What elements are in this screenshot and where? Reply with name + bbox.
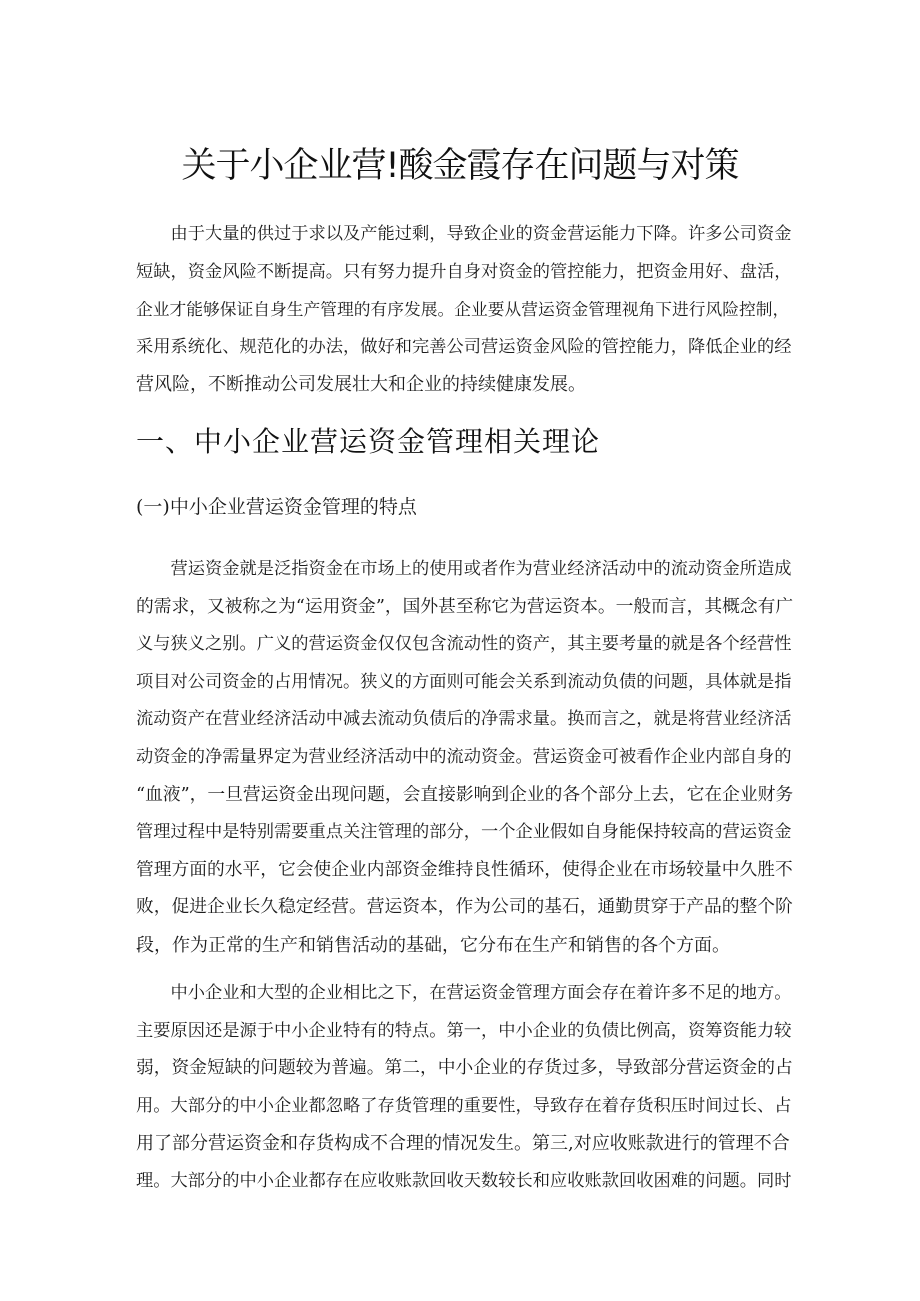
text-line: 主要原因还是源于中小企业特有的特点。第一，中小企业的负债比例高，资筹资能力较 xyxy=(136,1020,792,1041)
text-line: 弱，资金短缺的问题较为普遍。第二，中小企业的存货过多，导致部分营运资金的占 xyxy=(136,1058,793,1079)
text-line: 动资金的净需量界定为营业经济活动中的流动资金。营运资金可被看作企业内部自身的 xyxy=(136,746,792,767)
text-line: 管理过程中是特别需要重点关注管理的部分，一个企业假如自身能保持较高的营运资金 xyxy=(136,822,792,843)
text-line: 短缺，资金风险不断提高。只有努力提升自身对资金的管控能力，把资金用好、盘活， xyxy=(136,261,792,282)
text-line: 义与狭义之别。广义的营运资金仅仅包含流动性的资产，其主要考量的就是各个经营性 xyxy=(136,634,792,655)
text-line: 的需求，又被称之为“运用资金”，国外甚至称它为营运资本。一般而言，其概念有广 xyxy=(136,596,794,617)
intro-paragraph xyxy=(136,216,796,404)
document-title: 关于小企业营!酸金霞存在问题与对策 xyxy=(181,146,739,186)
text-line: 用。大部分的中小企业都忽略了存货管理的重要性，导致存在着存货积压时间过长、占 xyxy=(136,1095,792,1116)
body-paragraph-2 xyxy=(136,975,796,1201)
text-line: 企业才能够保证自身生产管理的有序发展。企业要从营运资金管理视角下进行风险控制， xyxy=(136,299,790,320)
text-line: 中小企业和大型的企业相比之下，在营运资金管理方面会存在着许多不足的地方。 xyxy=(136,983,792,1003)
text-line: 流动资产在营业经济活动中减去流动负债后的净需求量。换而言之，就是将营业经济活 xyxy=(136,709,792,730)
text-line: 败，促进企业长久稳定经营。营运资本，作为公司的基石，通勤贯穿于产品的整个阶 xyxy=(136,897,793,918)
text-line: 营运资金就是泛指资金在市场上的使用或者作为营业经济活动中的流动资金所造成 xyxy=(136,559,792,579)
text-line: 营风险，不断推动公司发展壮大和企业的持续健康发展。 xyxy=(136,374,586,396)
text-line: 用了部分营运资金和存货构成不合理的情况发生。第三,对应收账款进行的管理不合 xyxy=(136,1133,790,1155)
text-line: 由于大量的供过于求以及产能过剩，导致企业的资金营运能力下降。许多公司资金 xyxy=(136,224,792,244)
text-line: 采用系统化、规范化的办法，做好和完善公司营运资金风险的管控能力，降低企业的经 xyxy=(136,336,792,357)
text-line: 段，作为正常的生产和销售活动的基础，它分布在生产和销售的各个方面。 xyxy=(136,934,730,956)
section-heading: 一、中小企业营运资金管理相关理论 xyxy=(136,425,601,458)
text-line: 理。大部分的中小企业都存在应收账款回收天数较长和应收账款回收困难的问题。同时 xyxy=(136,1170,792,1191)
text-line: 管理方面的水平，它会使企业内部资金维持良性循环，使得企业在市场较量中久胜不 xyxy=(136,859,793,880)
subsection-heading: (一)中小企业营运资金管理的特点 xyxy=(136,496,417,518)
text-line: “血液”，一旦营运资金出现问题，会直接影响到企业的各个部分上去，它在企业财务 xyxy=(136,784,794,805)
body-paragraph-1 xyxy=(136,551,796,965)
text-line: 项目对公司资金的占用情况。狭义的方面则可能会关系到流动负债的问题，具体就是指 xyxy=(136,671,792,692)
